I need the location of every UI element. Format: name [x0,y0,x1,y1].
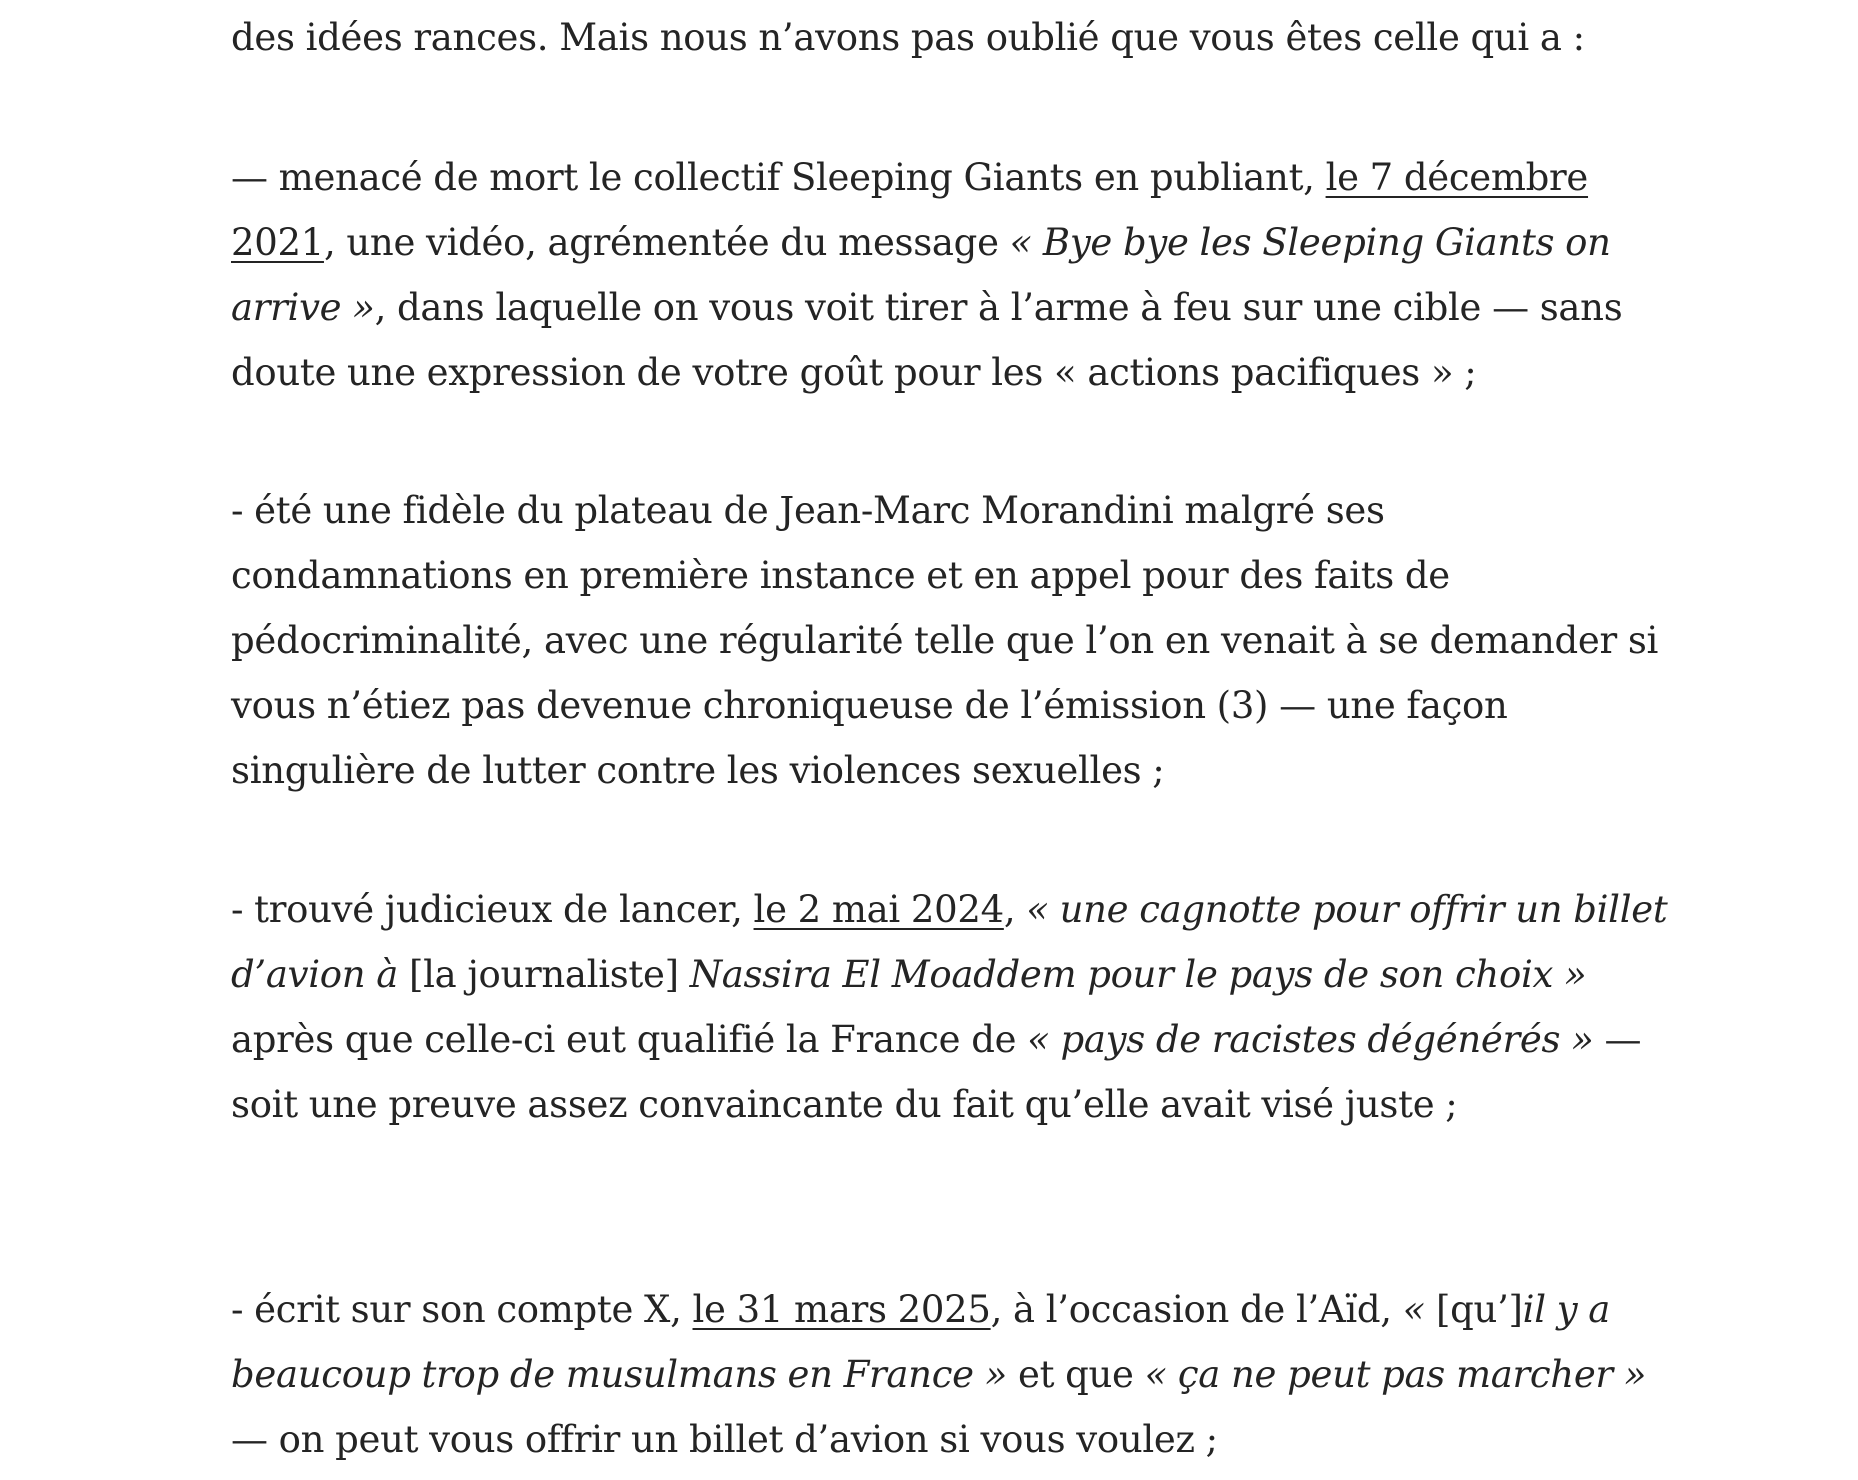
item-2-text: - été une fidèle du plateau de Jean-Marc Morandini malgré ses condamnations en première instance et en appel pour des faits de pédocriminalité, avec une régularité telle que l’on en venait à se demander si vous n’étiez pas devenue chroniqueuse de l’émission (3) — une façon singulière de lutter contre les violences sexuelles ; [231,489,1659,792]
item-4-text-d: et que [1007,1353,1145,1396]
item-1-text-a: — menacé de mort le collectif Sleeping Giants en publiant, [231,156,1326,199]
item-4-text-a: - écrit sur son compte X, [231,1288,693,1331]
paragraph-item-2 [231,478,1671,803]
link-31-mars-2025[interactable]: le 31 mars 2025 [692,1288,991,1331]
item-4-text-e: — on peut vous offrir un billet d’avion si vous voulez ; [231,1418,1218,1461]
item-4-quote-a: il y a beaucoup trop de musulmans en France » [231,1288,1611,1396]
item-4-quote-open: « [1402,1288,1437,1331]
item-1-text-b: , une vidéo, agrémentée du message [323,221,1010,264]
item-3-text-a: - trouvé judicieux de lancer, [231,888,754,931]
paragraph-item-3 [231,877,1671,1137]
item-1-quote: « Bye bye les Sleeping Giants on arrive » [231,221,1611,329]
item-4-text-b: , à l’occasion de l’Aïd, [990,1288,1403,1331]
paragraph-item-1 [231,145,1671,405]
paragraph-item-4 [231,1277,1671,1472]
item-3-text-c: [la journaliste] [408,953,690,996]
item-1-text-c: , dans laquelle on vous voit tirer à l’arme à feu sur une cible — sans doute une expression de votre goût pour les « actions pacifiques » ; [231,286,1623,394]
item-4-text-c: [qu’] [1436,1288,1523,1331]
item-3-text-d: après que celle-ci eut qualifié la France de [231,1018,1028,1061]
paragraph-intro [231,5,1585,70]
item-3-quote-a: « une cagnotte pour offrir un billet d’avion à [231,888,1668,996]
item-3-quote-b: Nassira El Moaddem pour le pays de son choix » [689,953,1587,996]
item-3-text-b: , [1003,888,1027,931]
item-4-quote-b: « ça ne peut pas marcher » [1144,1353,1647,1396]
item-3-text-e: — soit une preuve assez convaincante du fait qu’elle avait visé juste ; [231,1018,1642,1126]
link-2-mai-2024[interactable]: le 2 mai 2024 [753,888,1004,931]
paragraph-intro-text: des idées rances. Mais nous n’avons pas oublié que vous êtes celle qui a : [231,16,1585,59]
item-3-quote-c: « pays de racistes dégénérés » [1027,1018,1594,1061]
link-7-decembre-2021[interactable]: le 7 décembre 2021 [231,156,1589,264]
